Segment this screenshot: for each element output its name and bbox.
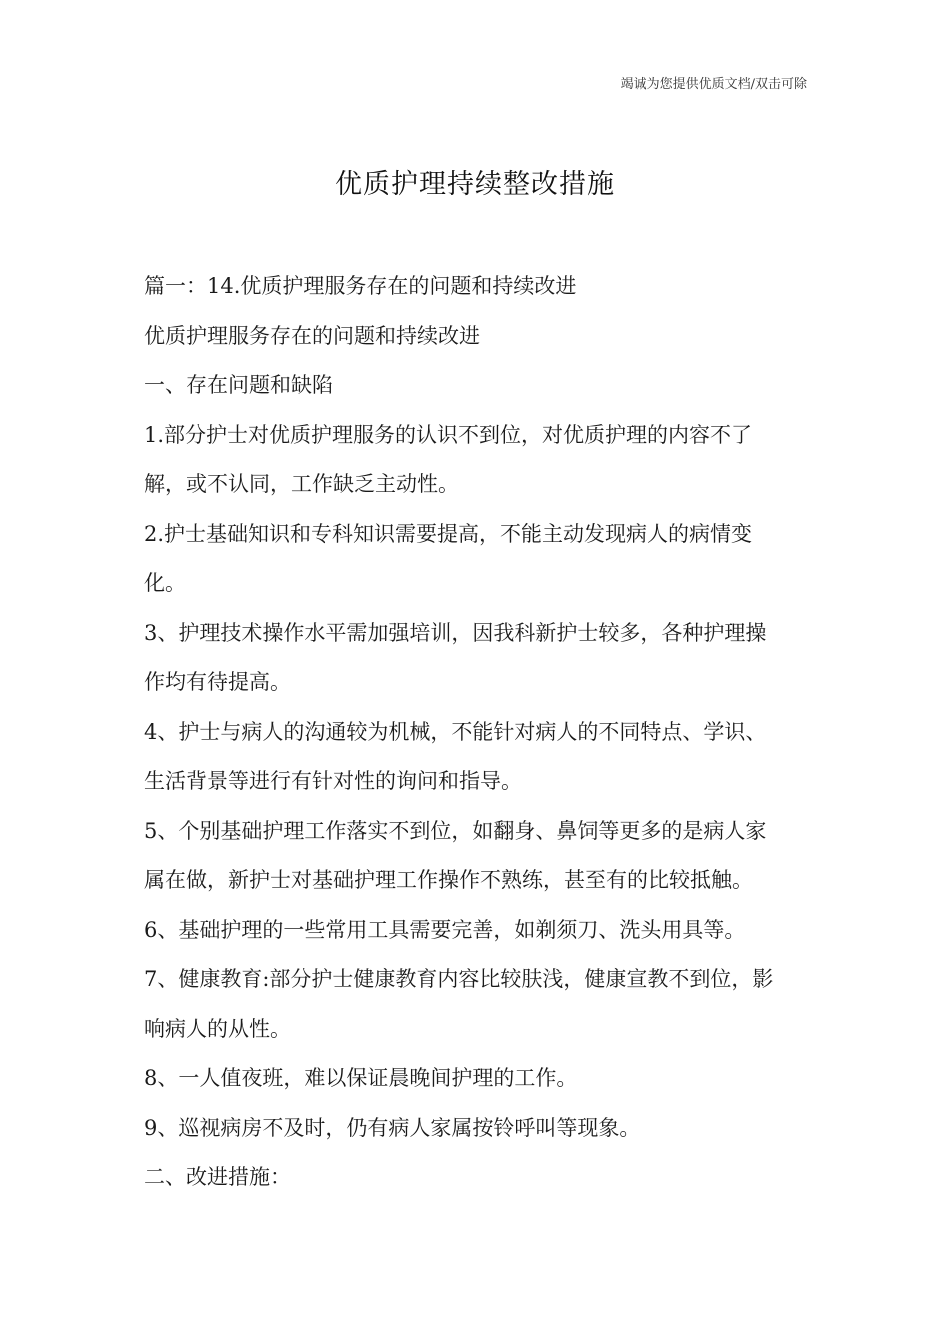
paragraph-line: 7、健康教育:部分护士健康教育内容比较肤浅，健康宣教不到位，影 <box>144 967 774 991</box>
paragraph-line: 5、个别基础护理工作落实不到位，如翻身、鼻饲等更多的是病人家 <box>144 818 767 843</box>
paragraph-line: 解，或不认同，工作缺乏主动性。 <box>144 472 459 496</box>
section-heading-problems: 一、存在问题和缺陷 <box>144 373 333 397</box>
paragraph-line: 生活背景等进行有针对性的询问和指导。 <box>144 769 522 793</box>
paragraph-line: 作均有待提高。 <box>144 670 291 694</box>
paragraph-line: 3、护理技术操作水平需加强培训，因我科新护士较多，各种护理操 <box>144 620 767 645</box>
paragraph-line: 化。 <box>144 571 186 595</box>
paragraph-line: 2.护士基础知识和专科知识需要提高，不能主动发现病人的病情变 <box>144 521 753 546</box>
header-note: 竭诚为您提供优质文档/双击可除 <box>620 77 807 92</box>
document-body <box>144 262 814 1203</box>
section-heading-article-one: 篇一：14.优质护理服务存在的问题和持续改进 <box>144 274 577 298</box>
paragraph-line: 9、巡视病房不及时，仍有病人家属按铃呼叫等现象。 <box>144 1115 641 1140</box>
paragraph-line: 6、基础护理的一些常用工具需要完善，如剃须刀、洗头用具等。 <box>144 917 746 942</box>
paragraph-line: 4、护士与病人的沟通较为机械，不能针对病人的不同特点、学识、 <box>144 719 767 744</box>
paragraph-line: 响病人的从性。 <box>144 1016 291 1041</box>
paragraph-line: 属在做，新护士对基础护理工作操作不熟练，甚至有的比较抵触。 <box>144 868 753 892</box>
subtitle-line: 优质护理服务存在的问题和持续改进 <box>144 323 480 348</box>
paragraph-line: 1.部分护士对优质护理服务的认识不到位，对优质护理的内容不了 <box>144 422 753 447</box>
section-heading-improvements: 二、改进措施： <box>144 1165 291 1189</box>
paragraph-line: 8、一人值夜班，难以保证晨晚间护理的工作。 <box>144 1066 578 1090</box>
document-title: 优质护理持续整改措施 <box>335 169 615 200</box>
